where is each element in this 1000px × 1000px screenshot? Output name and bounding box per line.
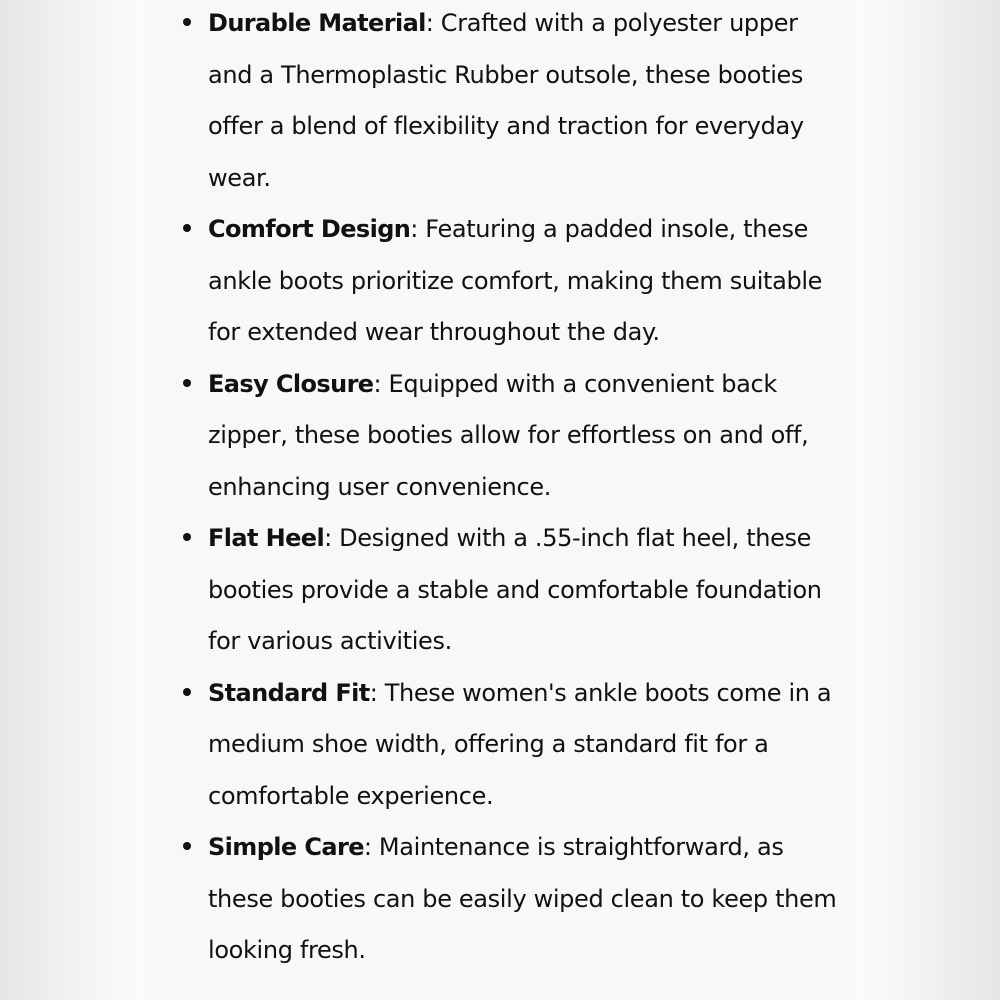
feature-title: Easy Closure <box>208 369 374 398</box>
feature-title: Simple Care <box>208 833 364 861</box>
feature-description: : Crafted with a polyester upper and a Thermoplastic Rubber outsole, these booties offer a blend of flexibility and traction for everyday wear. <box>208 9 804 192</box>
feature-item-durable-material <box>143 0 857 204</box>
feature-title: Durable Material <box>208 9 426 37</box>
content-card <box>143 0 857 1000</box>
feature-title: Comfort Design <box>208 215 411 243</box>
feature-item-flat-heel <box>143 513 857 668</box>
feature-item-standard-fit <box>143 668 857 823</box>
bullet-icon <box>183 842 191 850</box>
bullet-icon <box>183 533 191 541</box>
bullet-icon <box>183 379 191 387</box>
feature-list <box>143 0 857 977</box>
feature-title: Flat Heel <box>208 524 325 552</box>
feature-item-easy-closure <box>143 359 857 514</box>
feature-description: : Featuring a padded insole, these ankle boots prioritize comfort, making them suitable for extended wear throughout the day. <box>208 215 823 346</box>
feature-item-comfort-design <box>143 204 857 359</box>
bullet-icon <box>183 224 191 232</box>
feature-title: Standard Fit <box>208 678 370 707</box>
feature-item-simple-care <box>143 822 857 977</box>
feature-description: : Designed with a .55-inch flat heel, these booties provide a stable and comfortable foundation for various activities. <box>208 524 822 655</box>
bullet-icon <box>183 688 191 696</box>
feature-description: : These women's ankle boots come in a medium shoe width, offering a standard fit for a comfortable experience. <box>208 678 832 810</box>
bullet-icon <box>183 18 191 26</box>
feature-description: : Maintenance is straightforward, as these booties can be easily wiped clean to keep them looking fresh. <box>208 833 837 964</box>
feature-description: : Equipped with a convenient back zipper, these booties allow for effortless on and off, enhancing user convenience. <box>208 369 809 501</box>
